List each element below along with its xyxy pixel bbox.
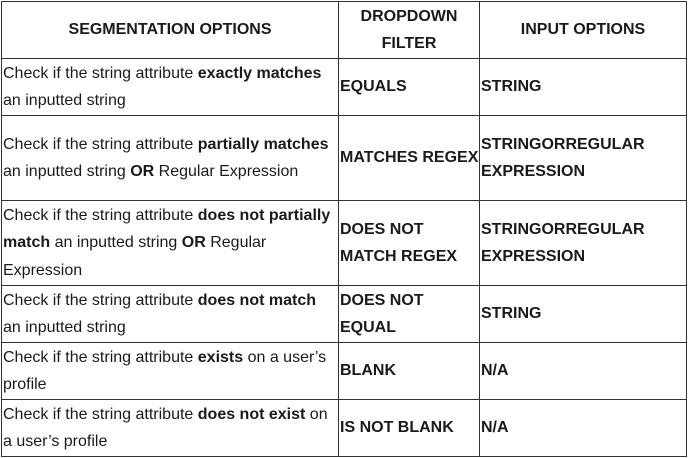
- emphasis-text: OR: [181, 234, 206, 252]
- input-option-value: N/A: [480, 400, 687, 457]
- dropdown-filter-value: EQUALS: [339, 59, 480, 116]
- emphasis-text: OR: [130, 163, 155, 180]
- description-text: an inputted string: [3, 163, 131, 180]
- input-option-value: STRINGORREGULAR EXPRESSION: [480, 201, 687, 286]
- description-text: Regular Expression: [3, 234, 267, 279]
- description-text: Check if the string attribute: [3, 291, 198, 309]
- description-text: Check if the string attribute: [3, 405, 198, 423]
- description-text: an inputted string: [3, 319, 126, 336]
- emphasis-text: does not exist: [197, 405, 306, 423]
- emphasis-text: exactly matches: [197, 64, 322, 82]
- header-input-options: INPUT OPTIONS: [480, 2, 687, 59]
- table-header-row: [2, 2, 687, 59]
- input-option-value: STRINGORREGULAR EXPRESSION: [480, 116, 687, 201]
- table-row: [2, 400, 687, 457]
- table-row: [2, 116, 687, 201]
- emphasis-text: does not match: [197, 291, 316, 309]
- description-text: on a user’s profile: [3, 405, 328, 450]
- description-text: Check if the string attribute: [3, 64, 198, 82]
- description-text: Regular Expression: [154, 163, 299, 180]
- table-row: [2, 59, 687, 116]
- description-text: Check if the string attribute: [3, 135, 198, 153]
- dropdown-filter-value: DOES NOT MATCH REGEX: [339, 201, 480, 286]
- table-row: [2, 286, 687, 343]
- description-text: Check if the string attribute: [3, 348, 198, 366]
- header-dropdown-filter: DROPDOWN FILTER: [339, 2, 480, 59]
- dropdown-filter-value: DOES NOT EQUAL: [339, 286, 480, 343]
- input-option-value: STRING: [480, 286, 687, 343]
- input-option-value: N/A: [480, 343, 687, 400]
- segmentation-description: [2, 116, 339, 201]
- dropdown-filter-value: BLANK: [339, 343, 480, 400]
- segmentation-description: [2, 286, 339, 343]
- emphasis-text: does not partially match: [3, 206, 331, 252]
- table-row: [2, 201, 687, 286]
- description-text: on a user’s profile: [3, 348, 327, 393]
- segmentation-description: [2, 400, 339, 457]
- description-text: an inputted string: [3, 92, 126, 109]
- description-text: Check if the string attribute: [3, 206, 198, 224]
- emphasis-text: exists: [197, 348, 244, 366]
- dropdown-filter-value: IS NOT BLANK: [339, 400, 480, 457]
- input-option-value: STRING: [480, 59, 687, 116]
- segmentation-description: [2, 343, 339, 400]
- description-text: an inputted string: [50, 234, 182, 252]
- table-row: [2, 343, 687, 400]
- segmentation-options-table: [1, 1, 687, 457]
- emphasis-text: partially matches: [197, 135, 329, 153]
- segmentation-description: [2, 59, 339, 116]
- header-segmentation-options: SEGMENTATION OPTIONS: [2, 2, 339, 59]
- segmentation-description: [2, 201, 339, 286]
- dropdown-filter-value: MATCHES REGEX: [339, 116, 480, 201]
